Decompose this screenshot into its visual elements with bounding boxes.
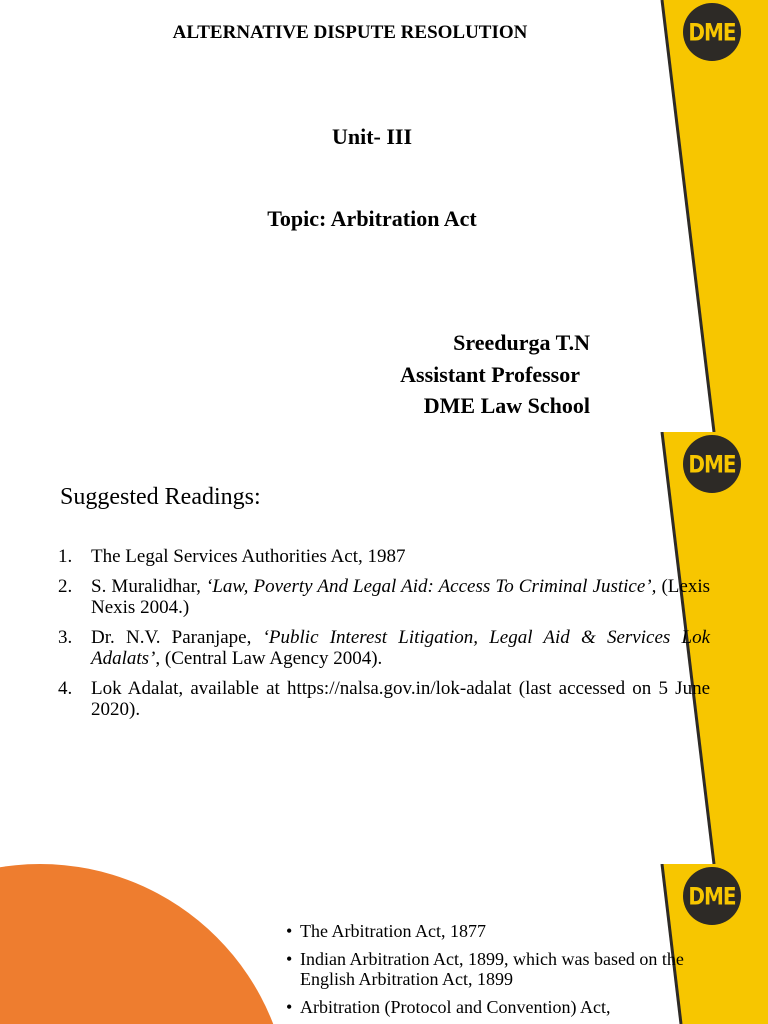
dme-logo: DME	[683, 3, 741, 61]
author-title: Assistant Professor	[400, 362, 580, 387]
readings-list	[58, 546, 710, 729]
slide-history	[0, 864, 768, 1024]
unit-label: Unit- III	[331, 124, 413, 149]
author-name: Sreedurga T.N	[453, 330, 590, 355]
yellow-band-shape	[662, 0, 768, 432]
list-item: • The Arbitration Act, 1877	[286, 921, 486, 941]
list-item: 2. S. Muralidhar, ‘Law, Poverty And Legal Aid: Access To Criminal Justice’, (Lexis Nexis 2004.)	[58, 576, 711, 618]
list-item: 1. The Legal Services Authorities Act, 1987	[58, 546, 406, 567]
list-item: • Arbitration (Protocol and Convention) Act,	[286, 997, 611, 1017]
slide-readings	[0, 432, 768, 864]
list-item: 4. Lok Adalat, available at https://nalsa.gov.in/lok-adalat (last accessed on 5 June 2020).	[58, 678, 710, 720]
dme-logo: DME	[683, 867, 741, 925]
slide-title	[0, 0, 768, 432]
history-list	[286, 921, 706, 1024]
dme-logo: DME	[683, 435, 741, 493]
readings-title: Suggested Readings:	[60, 484, 261, 510]
author-org: DME Law School	[423, 393, 590, 418]
topic-label: Topic: Arbitration Act	[267, 206, 477, 231]
course-heading: ALTERNATIVE DISPUTE RESOLUTION	[172, 22, 528, 43]
list-item: • Indian Arbitration Act, 1899, which was based on the English Arbitration Act, 1899	[286, 949, 684, 989]
list-item: 3. Dr. N.V. Paranjape, ‘Public Interest Litigation, Legal Aid & Services Lok Adalats’, (Central Law Agency 2004).	[58, 627, 710, 669]
